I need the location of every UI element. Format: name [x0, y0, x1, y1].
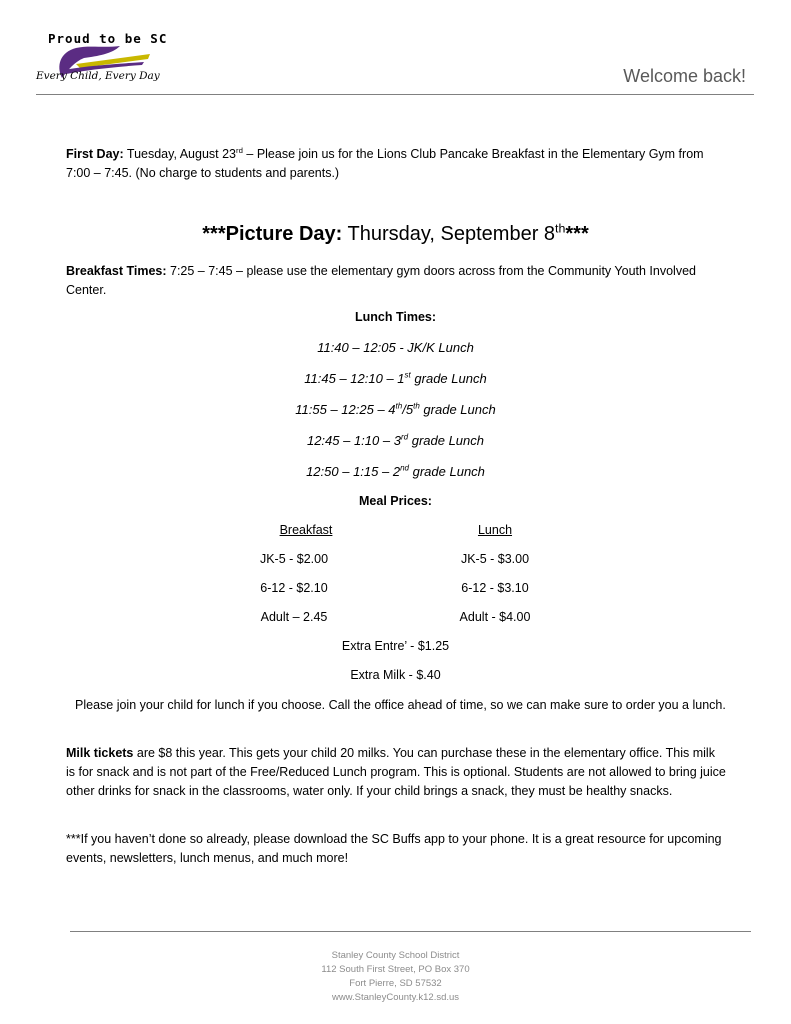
logo-title: Proud to be SC: [48, 31, 168, 46]
welcome-heading: Welcome back!: [623, 66, 746, 86]
breakfast-column-header: Breakfast: [279, 523, 333, 537]
lunch-grade: grade Lunch: [409, 464, 485, 479]
footer-website: www.StanleyCounty.k12.sd.us: [331, 992, 460, 1003]
meal-prices-label: Meal Prices:: [359, 494, 432, 508]
meal-prices-heading: [0, 494, 791, 508]
breakfast-paragraph: [66, 262, 726, 300]
stars-right: ***: [565, 223, 589, 245]
school-logo: [34, 28, 194, 92]
first-day-paragraph: [66, 145, 726, 183]
lunch-row: [0, 433, 791, 448]
lunch-time: 11:55 – 12:25 – 4: [295, 402, 396, 417]
milk-tickets-label: Milk tickets: [66, 746, 134, 760]
lunch-price: 6-12 - $3.10: [461, 581, 529, 595]
footer-city: Fort Pierre, SD 57532: [349, 978, 442, 989]
footer-district: Stanley County School District: [331, 950, 460, 961]
extra-entree-price: Extra Entre’ - $1.25: [341, 639, 450, 653]
lunch-times-label: Lunch Times:: [354, 310, 437, 324]
picture-day-heading: [0, 223, 791, 246]
join-lunch-paragraph: Please join your child for lunch if you choose. Call the office ahead of time, so we can make sure to order you a lunch.: [75, 698, 726, 712]
lunch-grade: grade Lunch: [410, 371, 487, 386]
breakfast-price: Adult – 2.45: [260, 610, 328, 624]
stars-left: ***: [202, 223, 226, 245]
lunch-row: [0, 402, 791, 417]
lunch-suffix: st: [404, 370, 411, 380]
first-day-suffix: rd: [236, 145, 243, 155]
lunch-column-header: Lunch: [477, 523, 513, 537]
extra-milk-price: Extra Milk - $.40: [350, 668, 441, 682]
lunch-suffix: th: [413, 401, 420, 411]
picture-day-date: Thursday, September 8: [342, 223, 556, 245]
lunch-mid: /5: [402, 402, 414, 417]
header-divider: [36, 94, 754, 95]
lunch-time: 12:50 – 1:15 – 2: [306, 464, 401, 479]
footer-address: 112 South First Street, PO Box 370: [321, 964, 470, 975]
breakfast-price: JK-5 - $2.00: [259, 552, 329, 566]
lunch-suffix: th: [395, 401, 403, 411]
lunch-grade: grade Lunch: [408, 433, 485, 448]
logo-tagline: Every Child, Every Day: [36, 70, 160, 82]
lunch-time: 11:45 – 12:10 – 1: [304, 371, 405, 386]
lunch-price: Adult - $4.00: [459, 610, 531, 624]
breakfast-text: 7:25 – 7:45 – please use the elementary gym doors across from the Community Youth Involved Center.: [66, 264, 696, 297]
breakfast-label: Breakfast Times:: [66, 264, 167, 278]
first-day-label: First Day:: [66, 147, 124, 161]
lunch-row: [0, 371, 791, 386]
lunch-row: [0, 340, 791, 355]
lunch-times-heading: [0, 310, 791, 324]
lunch-grade: grade Lunch: [419, 402, 496, 417]
first-day-text: – Please join us for the Lions Club Pancake Breakfast in the Elementary Gym from 7:00 – 7:45. (No charge to students and parents.): [66, 147, 704, 180]
breakfast-price: 6-12 - $2.10: [260, 581, 328, 595]
lunch-suffix: rd: [400, 432, 409, 442]
footer-divider: [70, 931, 751, 932]
lunch-suffix: nd: [400, 463, 410, 473]
lunch-time: 12:45 – 1:10 – 3: [306, 433, 401, 448]
picture-day-label: Picture Day:: [225, 223, 343, 245]
picture-day-suffix: th: [555, 221, 566, 236]
app-note-paragraph: ***If you haven’t done so already, please download the SC Buffs app to your phone. It is a great resource for upcoming events, newsletters, lunch menus, and much more!: [66, 832, 722, 865]
first-day-date: Tuesday, August 23: [123, 147, 237, 161]
lunch-price: JK-5 - $3.00: [460, 552, 530, 566]
milk-tickets-paragraph: [66, 744, 726, 801]
lunch-row: [0, 464, 791, 479]
milk-tickets-text: are $8 this year. This gets your child 20 milks. You can purchase these in the elementary office. This milk is for snack and is not part of the Free/Reduced Lunch program. This is optional. Students are not allowed to bring juice other drinks for snack in the classrooms, water only. If your child brings a snack, they must be healthy snacks.: [66, 746, 726, 798]
lunch-time: 11:40 – 12:05 - JK/K Lunch: [317, 340, 474, 355]
